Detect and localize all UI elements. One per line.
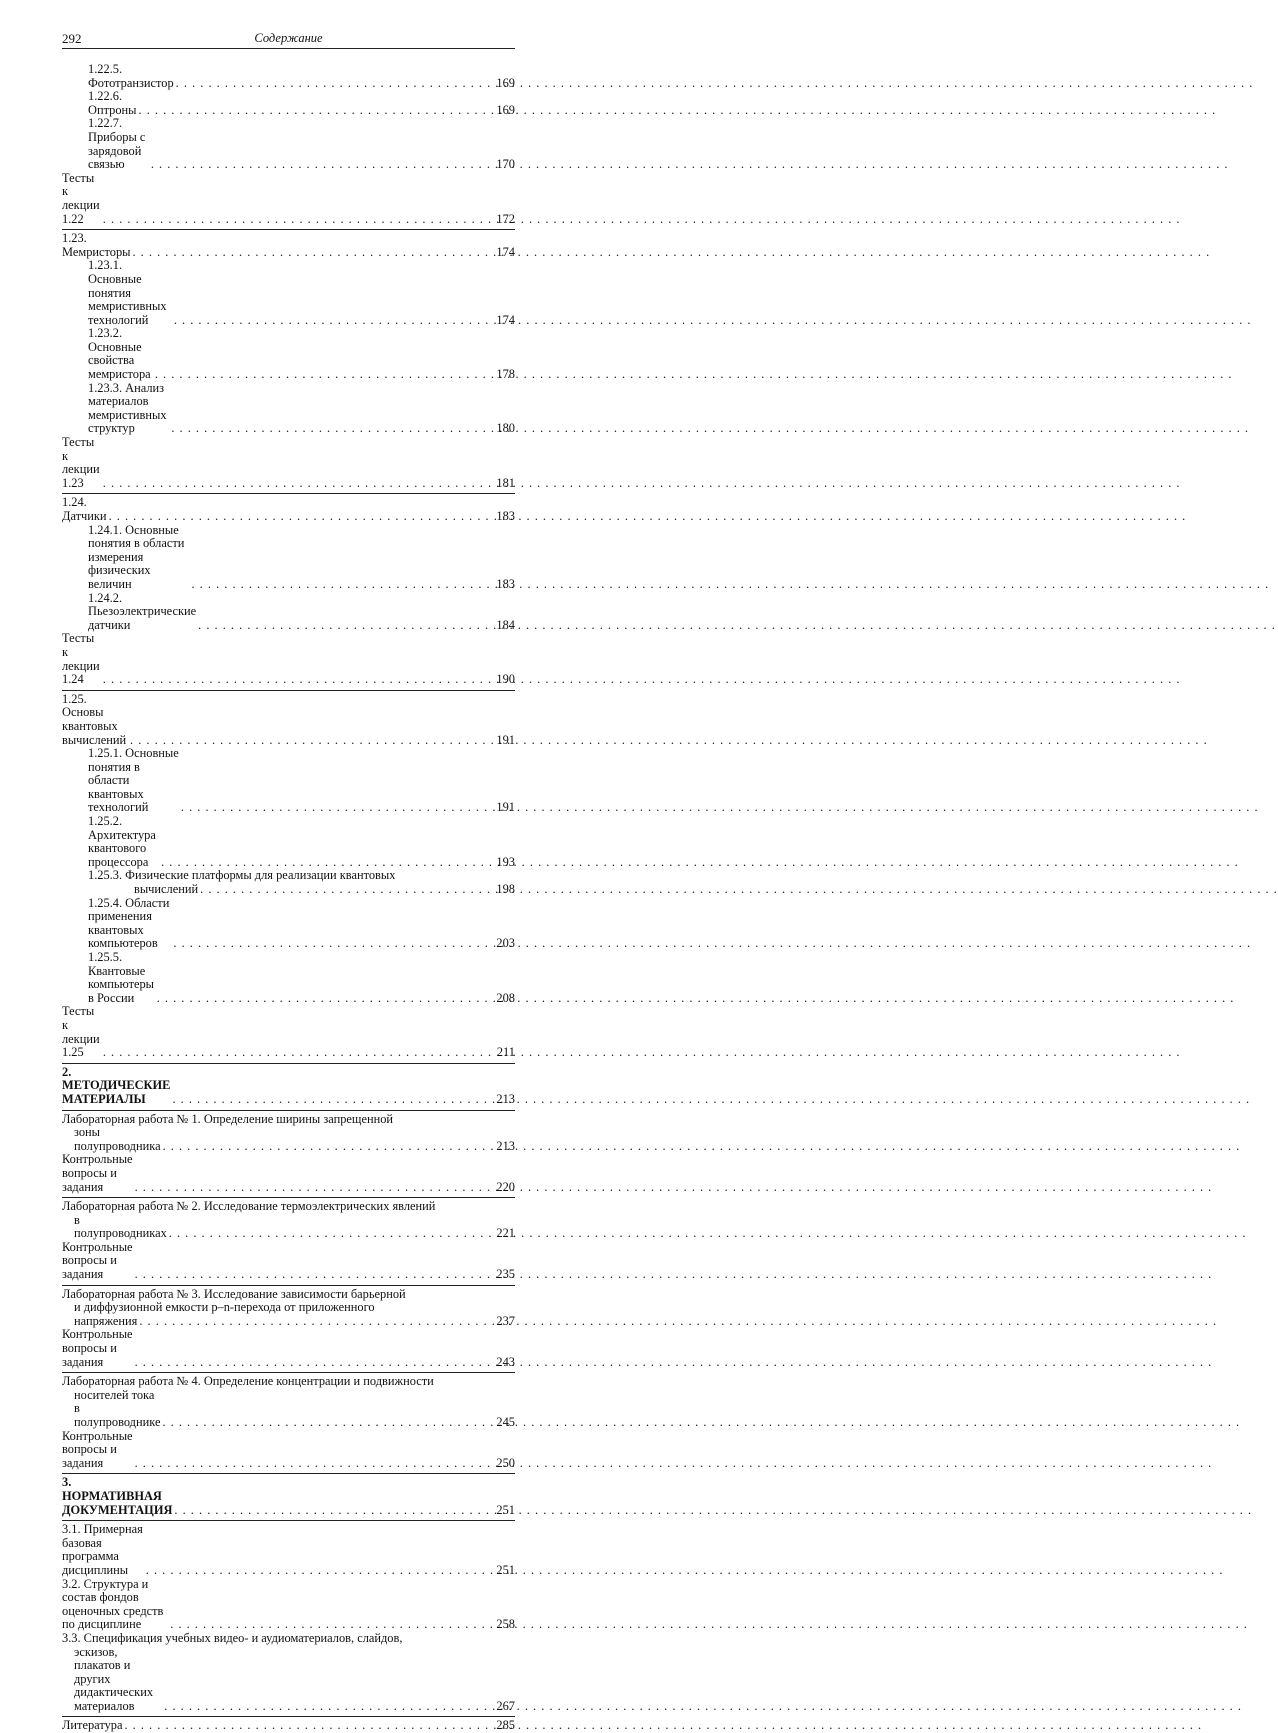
toc-entry-page: 251 <box>496 1502 515 1517</box>
toc-entry-page: 285 <box>496 1718 515 1733</box>
toc-entry-page: 237 <box>496 1313 515 1328</box>
toc-entry-page: 267 <box>496 1698 515 1713</box>
dot-leader <box>103 673 495 687</box>
toc-entry <box>62 951 515 1005</box>
toc-entry <box>62 1153 515 1194</box>
dot-leader <box>191 578 494 592</box>
toc-entry-page: 203 <box>496 936 515 951</box>
toc-entry-title-line: Лабораторная работа № 3. Исследование зависимости барьерной <box>62 1286 406 1301</box>
dot-leader <box>164 1700 494 1714</box>
toc-entry-title: 1.22.5. Фототранзистор <box>88 62 174 90</box>
dot-leader <box>171 422 494 436</box>
toc-entry <box>62 90 515 117</box>
dot-leader <box>132 246 494 260</box>
toc-entry-title: Тесты к лекции 1.25 <box>62 1004 100 1060</box>
dot-leader <box>109 510 495 524</box>
toc-entry-title: Литература <box>62 1718 123 1733</box>
toc-entry <box>62 117 515 171</box>
toc-entry-page: 183 <box>496 509 515 523</box>
toc-entry-title: зоны полупроводника <box>74 1125 161 1153</box>
toc-entry-page: 183 <box>496 576 515 591</box>
dot-leader <box>157 992 495 1006</box>
toc-entry <box>62 1285 515 1329</box>
dot-leader <box>124 1719 494 1733</box>
toc-entry <box>62 1473 515 1517</box>
toc-entry <box>62 1372 515 1429</box>
dot-leader <box>173 937 494 951</box>
toc-entry <box>62 524 515 592</box>
toc-entry-title: 3.1. Примерная базовая программа дисциплины <box>62 1522 143 1577</box>
toc-entry-title: 1.22.6. Оптроны <box>88 89 137 117</box>
toc-entry-title: напряжения <box>74 1313 138 1328</box>
toc-entry-page: 221 <box>496 1226 515 1241</box>
toc-entry-title: Контрольные вопросы и задания <box>62 1428 133 1470</box>
toc-entry-page: 191 <box>496 732 515 747</box>
toc-entry-page: 193 <box>496 854 515 869</box>
toc-entry-title: 1.23. Мемристоры <box>62 231 131 259</box>
toc-entry <box>62 1430 515 1471</box>
toc-entry-page: 184 <box>496 617 515 632</box>
toc-entry-page: 213 <box>496 1091 515 1106</box>
toc-entry-title: Контрольные вопросы и задания <box>62 1327 133 1369</box>
toc-entry-title: Контрольные вопросы и задания <box>62 1152 133 1194</box>
dot-leader <box>155 368 495 382</box>
toc-entry-title: 1.24.1. Основные понятия в области измерения физических величин <box>88 522 185 591</box>
toc-entry <box>62 592 515 633</box>
toc-entry-page: 258 <box>496 1617 515 1632</box>
toc-entry-page: 213 <box>496 1138 515 1153</box>
toc-entry-title: Тесты к лекции 1.22 <box>62 170 100 226</box>
toc-entry <box>62 172 515 226</box>
toc-entry-title: 1.25.4. Области применения квантовых компьютеров <box>88 895 170 951</box>
toc-entry-page: 208 <box>496 990 515 1005</box>
toc-entry-title-line: Лабораторная работа № 1. Определение ширины запрещенной <box>62 1111 394 1126</box>
toc-entry <box>62 1197 515 1241</box>
toc-entry-page: 235 <box>496 1267 515 1282</box>
toc-entry <box>62 690 515 747</box>
toc-entry <box>62 869 515 896</box>
toc-entry <box>62 1063 515 1107</box>
toc-entry-title: вычислений <box>134 882 199 897</box>
toc-entry-title: 1.23.1. Основные понятия мемристивных технологий <box>88 258 167 327</box>
dot-leader <box>139 104 495 118</box>
toc-entry-page: 211 <box>496 1045 515 1060</box>
page-number: 292 <box>62 31 82 46</box>
toc-entry <box>62 1328 515 1369</box>
toc-entry-page: 198 <box>496 882 515 897</box>
dot-leader <box>103 1046 495 1060</box>
dot-leader <box>169 1227 495 1241</box>
dot-leader <box>135 1457 495 1471</box>
toc-entry <box>62 897 515 951</box>
toc-entry <box>62 1716 515 1733</box>
dot-leader <box>135 1181 495 1195</box>
toc-entry-title-line: Лабораторная работа № 2. Исследование термоэлектрических явлений <box>62 1199 436 1214</box>
dot-leader <box>200 883 494 897</box>
dot-leader <box>135 1356 495 1370</box>
dot-leader <box>146 1564 495 1578</box>
toc-entry-title: 1.22.7. Приборы с зарядовой связью <box>88 116 146 172</box>
toc-entry <box>62 63 515 90</box>
toc-entry <box>62 1110 515 1154</box>
toc-entry-title-line: 1.25.3. Физические платформы для реализации квантовых <box>88 868 396 883</box>
toc-entry-page: 243 <box>496 1354 515 1369</box>
toc-entry <box>62 1520 515 1577</box>
toc-entry <box>62 815 515 869</box>
toc-entry-title: носителей тока в полупроводнике <box>74 1387 161 1429</box>
dot-leader <box>135 1268 495 1282</box>
toc-entry-title-line: 3.3. Спецификация учебных видео- и аудиоматериалов, слайдов, <box>62 1630 403 1645</box>
dot-leader <box>170 1618 494 1632</box>
toc-entry-page: 169 <box>496 102 515 117</box>
running-header <box>62 28 515 49</box>
toc-entry <box>62 493 515 523</box>
dot-leader <box>163 1140 495 1154</box>
toc-entry-page: 250 <box>496 1455 515 1470</box>
toc-entry-title-line: Лабораторная работа № 4. Определение концентрации и подвижности <box>62 1374 434 1389</box>
toc-entry-title: в полупроводниках <box>74 1212 167 1241</box>
dot-leader <box>172 1093 494 1107</box>
toc-entry <box>62 632 515 686</box>
dot-leader <box>103 213 495 227</box>
dot-leader <box>198 619 494 633</box>
toc-entry-page: 174 <box>496 244 515 259</box>
toc-entry-page: 170 <box>496 157 515 172</box>
toc-entry-title: 1.24. Датчики <box>62 495 107 523</box>
toc-entry <box>62 327 515 381</box>
toc-entry-title: 1.23.3. Анализ материалов мемристивных структур <box>88 380 167 436</box>
toc-entry-title-line: и диффузионной емкости p–n-перехода от приложенного <box>74 1300 375 1315</box>
toc-entry-page: 251 <box>496 1562 515 1577</box>
toc-entry-page: 220 <box>496 1179 515 1194</box>
toc-entry-title: 2. МЕТОДИЧЕСКИЕ МАТЕРИАЛЫ <box>62 1064 171 1106</box>
toc-entry-page: 181 <box>496 475 515 490</box>
toc-entry-page: 169 <box>496 75 515 90</box>
toc-entry-page: 178 <box>496 367 515 382</box>
dot-leader <box>174 314 495 328</box>
toc-entry-page: 190 <box>496 672 515 687</box>
toc-entry <box>62 436 515 490</box>
table-of-contents <box>62 63 515 1733</box>
dot-leader <box>161 856 494 870</box>
toc-entry-title: 3. НОРМАТИВНАЯ ДОКУМЕНТАЦИЯ <box>62 1475 173 1517</box>
toc-entry-page: 174 <box>496 312 515 327</box>
toc-entry-title: 3.2. Структура и состав фондов оценочных средств по дисциплине <box>62 1576 164 1632</box>
book-page <box>0 0 600 1733</box>
toc-entry <box>62 229 515 259</box>
dot-leader <box>181 801 495 815</box>
dot-leader <box>130 734 494 748</box>
toc-entry-page: 172 <box>496 211 515 226</box>
dot-leader <box>103 477 495 491</box>
toc-entry <box>62 382 515 436</box>
toc-entry-title: эскизов, плакатов и других дидактических материалов <box>74 1644 154 1713</box>
toc-entry <box>62 1005 515 1059</box>
dot-leader <box>151 158 495 172</box>
toc-entry-title: 1.25. Основы квантовых вычислений <box>62 691 127 747</box>
toc-entry-title: Тесты к лекции 1.23 <box>62 435 100 490</box>
running-title: Содержание <box>254 31 323 45</box>
toc-entry <box>62 1241 515 1282</box>
toc-entry-title: Контрольные вопросы и задания <box>62 1239 133 1282</box>
toc-entry-title: 1.25.1. Основные понятия в области квантовых технологий <box>88 746 179 815</box>
dot-leader <box>174 1504 494 1518</box>
toc-entry-title: 1.23.2. Основные свойства мемристора <box>88 326 151 382</box>
toc-entry <box>62 1578 515 1632</box>
toc-entry-title: 1.24.2. Пьезоэлектрические датчики <box>88 590 197 632</box>
toc-entry <box>62 1632 515 1714</box>
toc-entry <box>62 747 515 815</box>
toc-entry-page: 245 <box>496 1415 515 1429</box>
toc-entry-title: Тесты к лекции 1.24 <box>62 631 100 687</box>
toc-entry-page: 191 <box>496 800 515 815</box>
dot-leader <box>139 1315 494 1329</box>
toc-entry-title: 1.25.5. Квантовые компьютеры в России <box>88 950 154 1005</box>
dot-leader <box>176 77 495 91</box>
toc-entry <box>62 259 515 327</box>
toc-entry-page: 180 <box>496 421 515 436</box>
dot-leader <box>162 1416 494 1430</box>
toc-entry-title: 1.25.2. Архитектура квантового процессора <box>88 814 156 869</box>
